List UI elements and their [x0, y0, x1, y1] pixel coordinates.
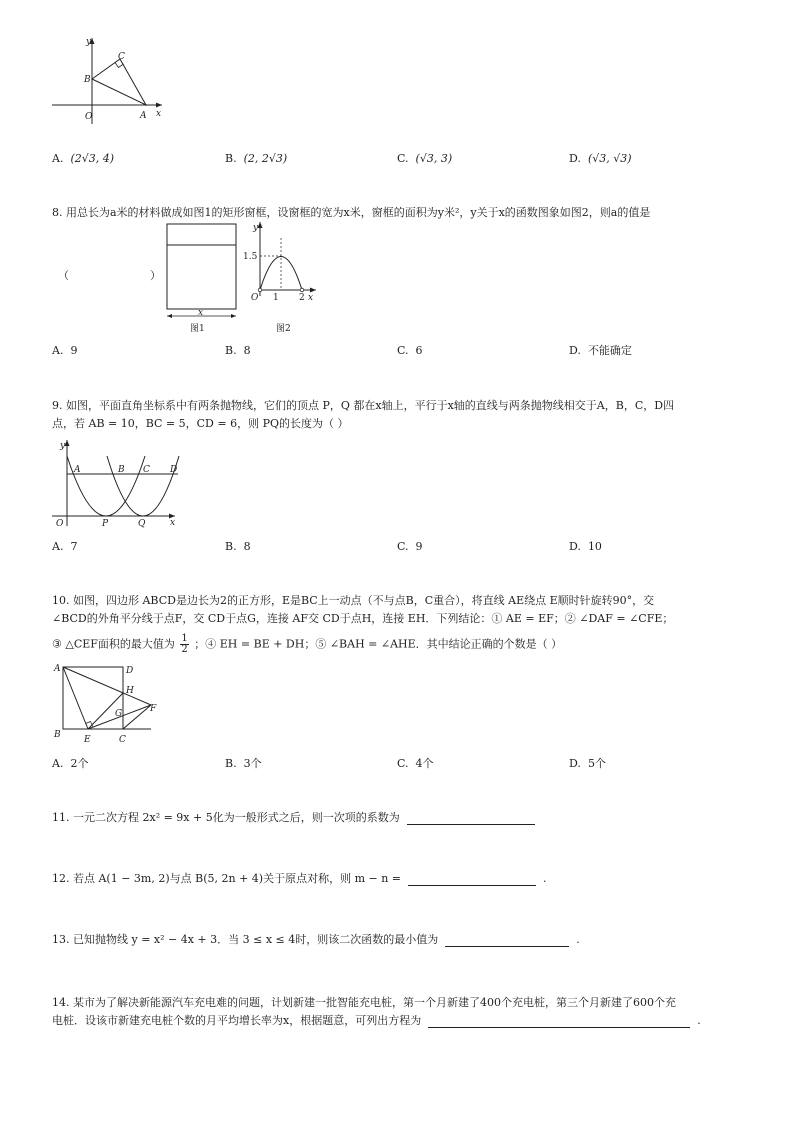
q8-option-a-value: 9: [70, 344, 78, 357]
q9-option-a[interactable]: A. 7: [52, 540, 78, 553]
q10-stem-line2: ∠BCD的外角平分线于点F，交 CD于点G，连接 AF交 CD于点H，连接 EH．下列结论：① AE = EF；② ∠DAF = ∠CFE；: [52, 612, 674, 625]
q10-label-c: C: [119, 735, 126, 745]
q10-label-d: D: [126, 666, 134, 676]
q9-stem-line2: 点，若 AB = 10，BC = 5，CD = 6，则 PQ的长度为（ ）: [52, 417, 349, 430]
q10-label-e: E: [84, 735, 91, 745]
q9-label-y: y: [60, 441, 66, 451]
q10-stem-line3b: ；④ EH = BE + DH；⑤ ∠BAH = ∠AHE．其中结论正确的个数是（ ）: [194, 637, 563, 651]
q7-figure: [50, 32, 170, 127]
q7-label-y: y: [86, 37, 92, 47]
q10-label-h: H: [126, 686, 134, 696]
q10-option-d-value: 5个: [587, 757, 606, 770]
q9-label-d: D: [170, 465, 178, 475]
q10-label-b: B: [54, 730, 61, 740]
q10-option-c-value: 4个: [415, 757, 434, 770]
q9-label-b: B: [118, 465, 125, 475]
q9-label-o: O: [56, 519, 64, 529]
q13-stem: 13. 已知抛物线 y = x² − 4x + 3．当 3 ≤ x ≤ 4时，则该二次函数的最小值为: [52, 933, 439, 946]
q10-figure: [48, 660, 173, 750]
q10-option-a-value: 2个: [70, 757, 89, 770]
q14-stem-line1: 14. 某市为了解决新能源汽车充电难的问题，计划新建一批智能充电桩，第一个月新建了400个充电桩，第三个月新建了600个充: [52, 996, 676, 1009]
q7-option-d-value: (√3, √3): [587, 152, 632, 165]
q10-option-b[interactable]: B. 3个: [225, 757, 262, 770]
q7-option-b[interactable]: B. (2, 2√3): [225, 152, 288, 165]
q9-option-b-value: 8: [243, 540, 251, 553]
q11-answer-blank[interactable]: [407, 812, 535, 825]
q9-label-x: x: [170, 518, 176, 528]
q8-fig1-label-x: x: [198, 308, 204, 318]
q9-option-d-value: 10: [587, 540, 602, 553]
q7-option-c[interactable]: C. (√3, 3): [397, 152, 453, 165]
q8-option-a[interactable]: A. 9: [52, 344, 78, 357]
q8-fig1-caption: 图1: [190, 324, 205, 334]
q8-fig2-caption: 图2: [276, 324, 291, 334]
q7-option-d[interactable]: D. (√3, √3): [569, 152, 632, 165]
q14-stem-line2: 电桩．设该市新建充电桩个数的月平均增长率为x，根据题意，可列出方程为: [52, 1014, 422, 1027]
q10-stem-line3: [52, 634, 562, 655]
q9-label-q: Q: [138, 519, 146, 529]
q9-option-b[interactable]: B. 8: [225, 540, 251, 553]
q13-answer-blank[interactable]: [445, 934, 569, 947]
q9-figure: [50, 436, 185, 531]
q10-option-a[interactable]: A. 2个: [52, 757, 89, 770]
q12-stem: 12. 若点 A(1 − 3m, 2)与点 B(5, 2n + 4)关于原点对称，则 m − n =: [52, 872, 402, 885]
q10-stem-line1: 10. 如图，四边形 ABCD是边长为2的正方形，E是BC上一动点（不与点B，C重合），将直线 AE绕点 E顺时针旋转90°，交: [52, 594, 655, 607]
q8-option-c-value: 6: [415, 344, 423, 357]
q8-fig2-tick-y: 1.5: [243, 252, 258, 262]
q13-line: 13. 已知抛物线 y = x² − 4x + 3．当 3 ≤ x ≤ 4时，则该二次函数的最小值为 .: [52, 933, 580, 946]
q9-option-c-value: 9: [415, 540, 423, 553]
q10-stem-line3a: ③ △CEF面积的最大值为: [52, 637, 175, 651]
q8-paren-open: （: [58, 269, 69, 282]
q7-label-b: B: [84, 75, 91, 85]
q9-label-p: P: [102, 519, 109, 529]
q14-line2: 电桩．设该市新建充电桩个数的月平均增长率为x，根据题意，可列出方程为 .: [52, 1014, 701, 1027]
q9-stem-line1: 9. 如图，平面直角坐标系中有两条抛物线，它们的顶点 P，Q 都在x轴上，平行于x轴的直线与两条抛物线相交于A，B，C，D四: [52, 399, 675, 412]
q7-option-b-value: (2, 2√3): [243, 152, 288, 165]
q7-label-c: C: [118, 52, 125, 62]
q10-option-b-value: 3个: [243, 757, 262, 770]
q8-figure-2: [240, 218, 320, 338]
q8-option-c[interactable]: C. 6: [397, 344, 423, 357]
q8-option-d[interactable]: D. 不能确定: [569, 344, 632, 357]
q10-fraction: $\frac{1}{2}$: [181, 633, 188, 655]
q8-stem: 8. 用总长为a米的材料做成如图1的矩形窗框，设窗框的宽为x米，窗框的面积为y米²，y关于x的函数图象如图2，则a的值是: [52, 206, 651, 219]
q7-label-a: A: [140, 111, 147, 121]
q8-figure-1: [160, 220, 240, 338]
q8-fig2-label-x: x: [308, 293, 314, 303]
q9-option-d[interactable]: D. 10: [569, 540, 602, 553]
q7-label-x: x: [156, 109, 162, 119]
q10-label-f: F: [150, 704, 157, 714]
q8-fig2-label-y: y: [253, 223, 259, 233]
q8-option-b-value: 8: [243, 344, 251, 357]
q9-label-c: C: [143, 465, 150, 475]
q9-option-a-value: 7: [70, 540, 78, 553]
q9-label-a: A: [74, 465, 81, 475]
q7-option-c-value: (√3, 3): [415, 152, 453, 165]
q12-line: 12. 若点 A(1 − 3m, 2)与点 B(5, 2n + 4)关于原点对称，则 m − n = .: [52, 872, 547, 885]
q7-option-a[interactable]: A. (2√3, 4): [52, 152, 115, 165]
q10-label-g: G: [115, 709, 123, 719]
q12-answer-blank[interactable]: [408, 873, 536, 886]
q8-fig2-label-o: O: [251, 293, 259, 303]
q7-label-o: O: [85, 112, 93, 122]
q8-paren-close: ）: [150, 269, 161, 282]
q8-fig2-tick-1: 1: [273, 293, 279, 303]
q10-option-c[interactable]: C. 4个: [397, 757, 434, 770]
q8-option-b[interactable]: B. 8: [225, 344, 251, 357]
q11-line: [52, 811, 535, 825]
q11-stem: 11. 一元二次方程 2x² = 9x + 5化为一般形式之后，则一次项的系数为: [52, 811, 400, 824]
q7-option-a-value: (2√3, 4): [70, 152, 115, 165]
q14-answer-blank[interactable]: [428, 1015, 690, 1028]
q10-option-d[interactable]: D. 5个: [569, 757, 606, 770]
q9-option-c[interactable]: C. 9: [397, 540, 423, 553]
q8-fig2-tick-2: 2: [299, 293, 305, 303]
q10-label-a: A: [54, 664, 61, 674]
q8-option-d-value: 不能确定: [587, 344, 632, 357]
